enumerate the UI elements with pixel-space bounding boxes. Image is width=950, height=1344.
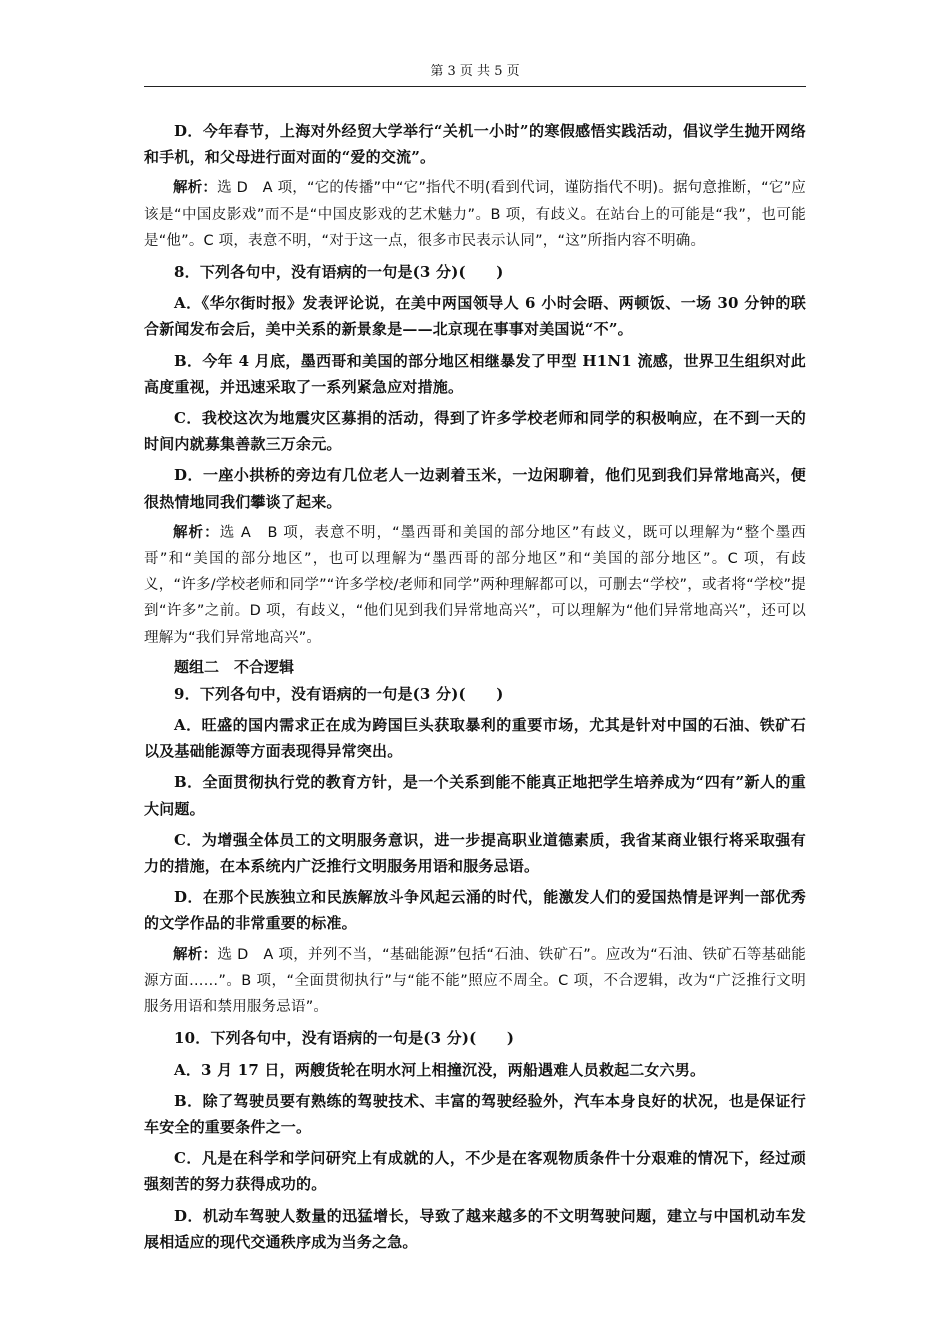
q9-option-a: A．旺盛的国内需求正在成为跨国巨头获取暴利的重要市场，尤其是针对中国的石油、铁矿石以及基础能源等方面表现得异常突出。	[144, 716, 806, 761]
q8-stem: 8．下列各句中，没有语病的一句是(3 分)( )	[174, 263, 504, 282]
q8-analysis	[144, 520, 806, 651]
q9-option-b: B．全面贯彻执行党的教育方针，是一个关系到能不能真正地把学生培养成为“四有”新人的重大问题。	[144, 773, 806, 818]
q8-option-a: A．《华尔街时报》发表评论说，在美中两国领导人 6 小时会晤、两顿饭、一场 30 分钟的联合新闻发布会后，美中关系的新景象是——北京现在事事对美国说“不”。	[144, 294, 806, 339]
q9-option-d: D．在那个民族独立和民族解放斗争风起云涌的时代，能激发人们的爱国热情是评判一部优秀的文学作品的非常重要的标准。	[144, 888, 806, 933]
q9-analysis	[144, 942, 806, 1021]
page-number-label: 第 3 页 共 5 页	[430, 64, 520, 79]
q8-option-c: C．我校这次为地震灾区募捐的活动，得到了许多学校老师和同学的积极响应，在不到一天的时间内就募集善款三万余元。	[144, 409, 806, 454]
q10-option-a: A．3 月 17 日，两艘货轮在明水河上相撞沉没，两船遇难人员救起二女六男。	[174, 1060, 706, 1079]
q8-option-d: D．一座小拱桥的旁边有几位老人一边剥着玉米，一边闲聊着，他们见到我们异常地高兴，便很热情地同我们攀谈了起来。	[144, 466, 806, 511]
q8-option-b: B．今年 4 月底，墨西哥和美国的部分地区相继暴发了甲型 H1N1 流感，世界卫生组织对此高度重视，并迅速采取了一系列紧急应对措施。	[144, 351, 806, 396]
analysis-label: 解析：	[173, 180, 218, 197]
analysis-label: 解析：	[173, 946, 218, 963]
analysis-label: 解析：	[173, 524, 220, 541]
analysis-text: 选 A B 项，表意不明，“墨西哥和美国的部分地区”有歧义，既可以理解为“整个墨西哥”和“美国的部分地区”，也可以理解为“墨西哥的部分地区”和“美国的部分地区”。C 项，有歧义，“许多/学校老师和同学”“许多学校/老师和同学”两种理解都可以，可删去“学校”，或者将“学校”提到“许多”之前。D 项，有歧义，“他们见到我们异常地高兴”，可以理解为“他们异常地高兴”，还可以理解为“我们异常地高兴”。	[144, 524, 806, 646]
q10-option-b: B．除了驾驶员要有熟练的驾驶技术、丰富的驾驶经验外，汽车本身良好的状况，也是保证行车安全的重要条件之一。	[144, 1091, 806, 1136]
page-header	[144, 62, 806, 87]
q9-stem: 9．下列各句中，没有语病的一句是(3 分)( )	[174, 684, 504, 703]
q10-option-d: D．机动车驾驶人数量的迅猛增长，导致了越来越多的不文明驾驶问题，建立与中国机动车发展相适应的现代交通秩序成为当务之急。	[144, 1206, 806, 1251]
section-title: 题组二 不合逻辑	[174, 657, 295, 676]
analysis-text: 选 D A 项，并列不当，“基础能源”包括“石油、铁矿石”。应改为“石油、铁矿石等基础能源方面……”。B 项，“全面贯彻执行”与“能不能”照应不周全。C 项，不合逻辑，改为“广泛推行文明服务用语和禁用服务忌语”。	[144, 946, 806, 1016]
q7-analysis	[144, 175, 806, 254]
q10-stem: 10．下列各句中，没有语病的一句是(3 分)( )	[174, 1029, 515, 1048]
q9-option-c: C．为增强全体员工的文明服务意识，进一步提高职业道德素质，我省某商业银行将采取强有力的措施，在本系统内广泛推行文明服务用语和服务忌语。	[144, 830, 806, 876]
q7-option-d: D．今年春节，上海对外经贸大学举行“关机一小时”的寒假感悟实践活动，倡议学生抛开网络和手机，和父母进行面对面的“爱的交流”。	[144, 122, 806, 167]
document-body	[144, 118, 806, 1260]
analysis-text: 选 D A 项，“它的传播”中“它”指代不明(看到代词，谨防指代不明)。据句意推断，“它”应该是“中国皮影戏”而不是“中国皮影戏的艺术魅力”。B 项，有歧义。在站台上的可能是“我”，也可能是“他”。C 项，表意不明，“对于这一点，很多市民表示认同”，“这”所指内容不明确。	[144, 180, 806, 249]
q10-option-c: C．凡是在科学和学问研究上有成就的人，不少是在客观物质条件十分艰难的情况下，经过顽强刻苦的努力获得成功的。	[144, 1149, 806, 1194]
